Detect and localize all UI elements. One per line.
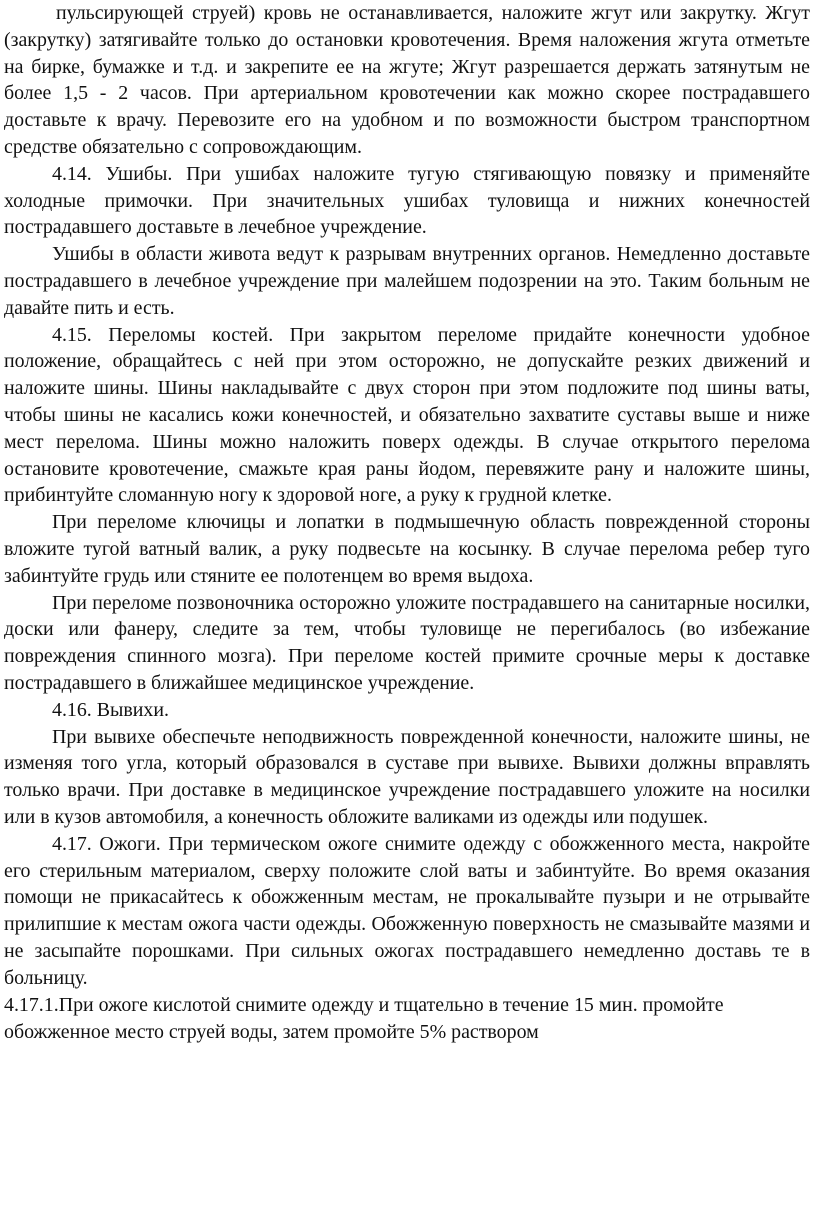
paragraph-bleeding-continued: пульсирующей струей) кровь не останавливается, наложите жгут или закрутку. Жгут (закрутку) затягивайте только до остановки кровотечения. Время наложения жгута отметьте на бирке, бумажке и т.д. и закрепите ее на жгуте; Жгут разрешается держать затянутым не более 1,5 - 2 часов. При артериальном кровотечении как можно скорее пострадавшего доставьте к врачу. Перевозите его на удобном и по возможности быстром транспортном средстве обязательно с сопровождающим. xyxy=(4,2,810,158)
paragraph-acid-burns: 4.17.1.При ожоге кислотой снимите одежду и тщательно в течение 15 мин. промойте обожженное место струей воды, затем промойте 5% раствором xyxy=(4,994,724,1044)
paragraph-bruises: 4.14. Ушибы. При ушибах наложите тугую стягивающую повязку и применяйте холодные примочки. При значительных ушибах туловища и нижних конечностей пострадавшего доставьте в лечебное учреждение. xyxy=(4,162,810,239)
paragraph-clavicle-fracture: При переломе ключицы и лопатки в подмышечную область поврежденной стороны вложите тугой ватный валик, а руку подвесьте на косынку. В случае перелома ребер туго забинтуйте грудь или стяните ее полотенцем во время выдоха. xyxy=(4,511,810,587)
paragraph-dislocations: При вывихе обеспечьте неподвижность поврежденной конечности, наложите шины, не изменяя того угла, который образовался в суставе при вывихе. Вывихи должны вправлять только врачи. При доставке в медицинское учреждение пострадавшего уложите на носилки или в кузов автомобиля, а конечность обложите валиками из одежды или подушек. xyxy=(4,725,810,828)
paragraph-burns: 4.17. Ожоги. При термическом ожоге снимите одежду с обожженного места, накройте его стерильным материалом, сверху положите слой ваты и забинтуйте. Во время оказания помощи не прикасайтесь к обожженным местам, не прокалывайте пузыри и не отрывайте прилипшие к местам ожога части одежды. Обожженную поверхность не смазывайте мазями и не засыпайте порошками. При сильных ожогах пострадавшего немедленно доставь те в больницу. xyxy=(4,832,810,989)
paragraph-abdominal-bruises: Ушибы в области живота ведут к разрывам внутренних органов. Немедленно доставьте пострадавшего в лечебное учреждение при малейшем подозрении на это. Таким больным не давайте пить и есть. xyxy=(4,243,810,319)
paragraph-spine-fracture: При переломе позвоночника осторожно уложите пострадавшего на санитарные носилки, доски или фанеру, следите за тем, чтобы туловище не перегибалось (во избежание повреждения спинного мозга). При переломе костей примите срочные меры к доставке пострадавшего в ближайшее медицинское учреждение. xyxy=(4,591,810,694)
paragraph-fractures: 4.15. Переломы костей. При закрытом переломе придайте конечности удобное положение, обращайтесь с ней при этом осторожно, не допускайте резких движений и наложите шины. Шины накладывайте с двух сторон при этом подложите под шины ваты, чтобы шины не касались кожи конечностей, и обязательно захватите суставы выше и ниже мест перелома. Шины можно наложить поверх одежды. В случае открытого перелома остановите кровотечение, смажьте края раны йодом, перевяжите рану и наложите шины, прибинтуйте сломанную ногу к здоровой ноге, а руку к грудной клетке. xyxy=(4,323,810,507)
heading-dislocations: 4.16. Вывихи. xyxy=(52,698,169,721)
